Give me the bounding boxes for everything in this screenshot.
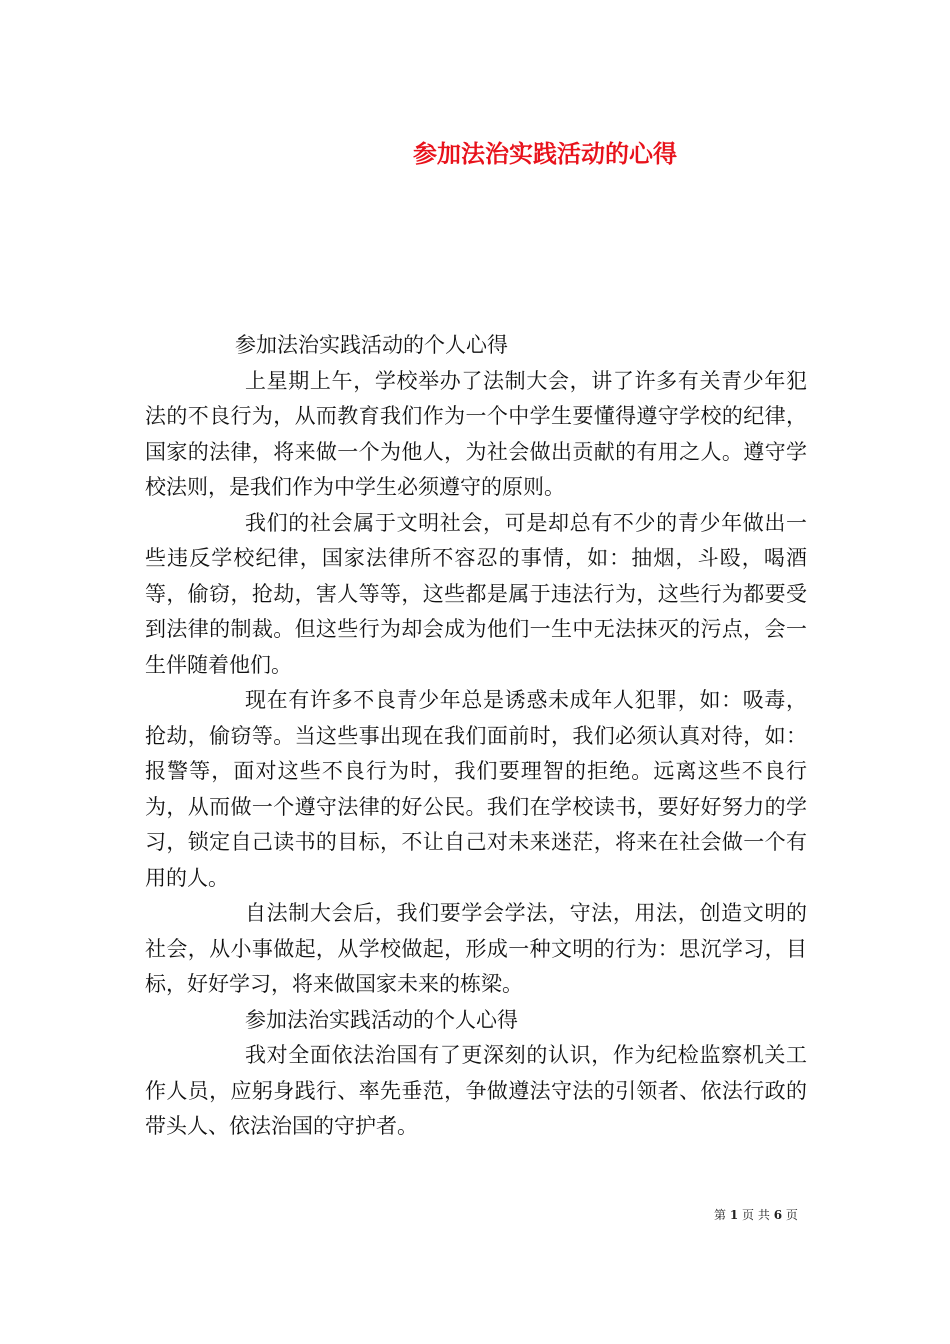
section-subtitle: 参加法治实践活动的个人心得 (235, 333, 508, 357)
paragraph: 现在有许多不良青少年总是诱惑未成年人犯罪，如：吸毒，抢劫，偷窃等。当这些事出现在我们面前时，我们必须认真对待，如：报警等，面对这些不良行为时，我们要理智的拒绝。远离这些不良行为，从而做一个遵守法律的好公民。我们在学校读书，要好好努力的学习，锁定自己读书的目标，不让自己对未来迷茫，将来在社会做一个有用的人。 (145, 688, 807, 890)
footer-middle: 页 共 (742, 1208, 770, 1222)
document-title: 参加法治实践活动的心得 (413, 139, 677, 168)
section-subtitle: 参加法治实践活动的个人心得 (245, 1007, 518, 1032)
page-number (714, 1206, 798, 1223)
paragraph: 我们的社会属于文明社会，可是却总有不少的青少年做出一些违反学校纪律，国家法律所不容忍的事情，如：抽烟，斗殴，喝酒等，偷窃，抢劫，害人等等，这些都是属于违法行为，这些行为都要受到法律的制裁。但这些行为却会成为他们一生中无法抹灭的污点，会一生伴随着他们。 (145, 510, 807, 677)
footer-prefix: 第 (714, 1208, 727, 1222)
document-body (145, 328, 807, 1145)
paragraph: 我对全面依法治国有了更深刻的认识，作为纪检监察机关工作人员，应躬身践行、率先垂范，争做遵法守法的引领者、依法行政的带头人、依法治国的守护者。 (145, 1043, 807, 1138)
paragraph: 上星期上午，学校举办了法制大会，讲了许多有关青少年犯法的不良行为，从而教育我们作为一个中学生要懂得遵守学校的纪律，国家的法律，将来做一个为他人，为社会做出贡献的有用之人。遵守学校法则，是我们作为中学生必须遵守的原则。 (145, 368, 807, 499)
total-pages: 6 (773, 1208, 783, 1222)
current-page: 1 (729, 1208, 739, 1222)
paragraph: 自法制大会后，我们要学会学法，守法，用法，创造文明的社会，从小事做起，从学校做起，形成一种文明的行为：思沉学习，目标，好好学习，将来做国家未来的栋梁。 (145, 901, 807, 996)
footer-suffix: 页 (785, 1208, 798, 1222)
